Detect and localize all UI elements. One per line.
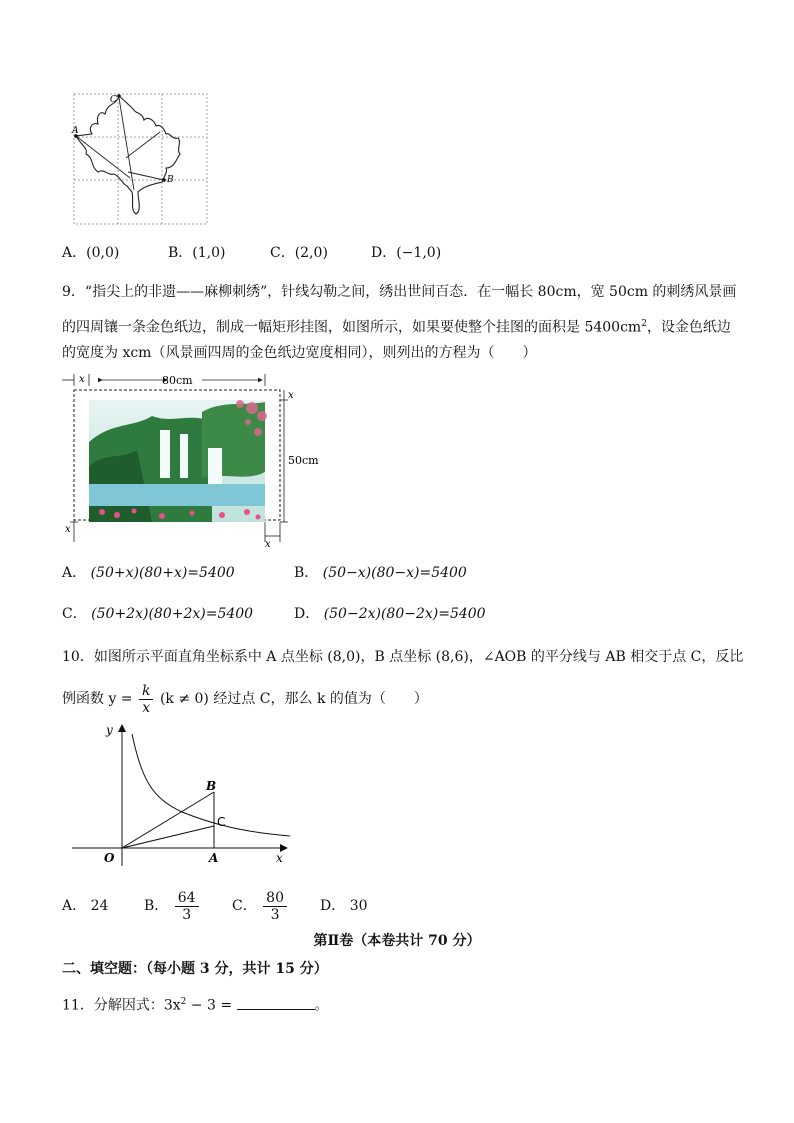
origin-label: O: [104, 851, 115, 865]
q10-stem-line2: 例函数 y = $\frac{k}{x}$ (k ≠ 0) 经过点 C，那么 k 的值为（ ）: [62, 682, 428, 716]
q10-option-a[interactable]: A． 24: [62, 898, 109, 914]
q10-option-b[interactable]: B． $\frac{64}{3}$: [144, 884, 201, 928]
width-label: 80cm: [162, 374, 193, 387]
q8-option-c[interactable]: C．(2,0): [270, 245, 328, 261]
section2-title: 二、填空题：（每小题 3 分，共计 15 分）: [62, 961, 328, 977]
q9-stem-line3: 的宽度为 xcm（风景画四周的金色纸边宽度相同），则列出的方程为（ ）: [62, 345, 537, 361]
x-label-right: x: [288, 390, 294, 401]
q8-option-b[interactable]: B．(1,0): [168, 245, 226, 261]
x-axis-label: x: [276, 851, 283, 865]
point-a-label: A: [209, 851, 219, 865]
point-b-label: B: [206, 779, 217, 793]
x-label-bottom: x: [265, 539, 271, 550]
y-axis-label: y: [106, 723, 113, 737]
q10-stem-line1: 10．如图所示平面直角坐标系中 A 点坐标 (8,0)，B 点坐标 (8,6)，∠AOB 的平分线与 AB 相交于点 C，反比: [62, 649, 744, 665]
q9-option-d[interactable]: D． (50−2x)(80−2x)=5400: [294, 606, 486, 622]
label-a: A: [72, 126, 79, 136]
label-c: C: [110, 95, 117, 105]
k-over-x-fraction: $\frac{k}{x}$: [139, 683, 153, 716]
q8-option-d[interactable]: D．(−1,0): [371, 245, 442, 261]
q9-option-a[interactable]: A． (50+x)(80+x)=5400: [62, 565, 235, 581]
q11-answer-blank[interactable]: [237, 995, 315, 1010]
coordinate-graph-figure: [72, 720, 294, 868]
q8-option-a[interactable]: A．(0,0): [62, 245, 120, 261]
point-c-label: C: [217, 815, 226, 829]
part2-title: 第Ⅱ卷（本卷共计 70 分）: [313, 933, 481, 949]
q10-option-c[interactable]: C． $\frac{80}{3}$: [232, 884, 289, 928]
x-label-left: x: [65, 524, 71, 535]
x-label-top: x: [79, 374, 85, 385]
q9-stem-line2: 的四周镶一条金色纸边，制成一幅矩形挂图，如图所示，如果要使整个挂图的面积是 $5400cm^2$，设金色纸边: [62, 319, 731, 336]
q9-option-c[interactable]: C． (50+2x)(80+2x)=5400: [62, 606, 254, 622]
q9-stem-line1: 9．“指尖上的非遗——麻柳刺绣”，针线勾勒之间，绣出世间百态．在一幅长 80cm，宽 50cm 的刺绣风景画: [62, 284, 737, 300]
height-label: 50cm: [288, 454, 319, 467]
embroidery-frame-figure: [62, 372, 319, 550]
q9-option-b[interactable]: B． (50−x)(80−x)=5400: [294, 565, 467, 581]
label-b: B: [167, 175, 174, 185]
q11-stem: 11．分解因式：$3x^2 - 3$ = 。: [62, 992, 329, 1016]
maple-leaf-figure: [72, 92, 212, 228]
q10-option-d[interactable]: D． 30: [320, 898, 368, 914]
